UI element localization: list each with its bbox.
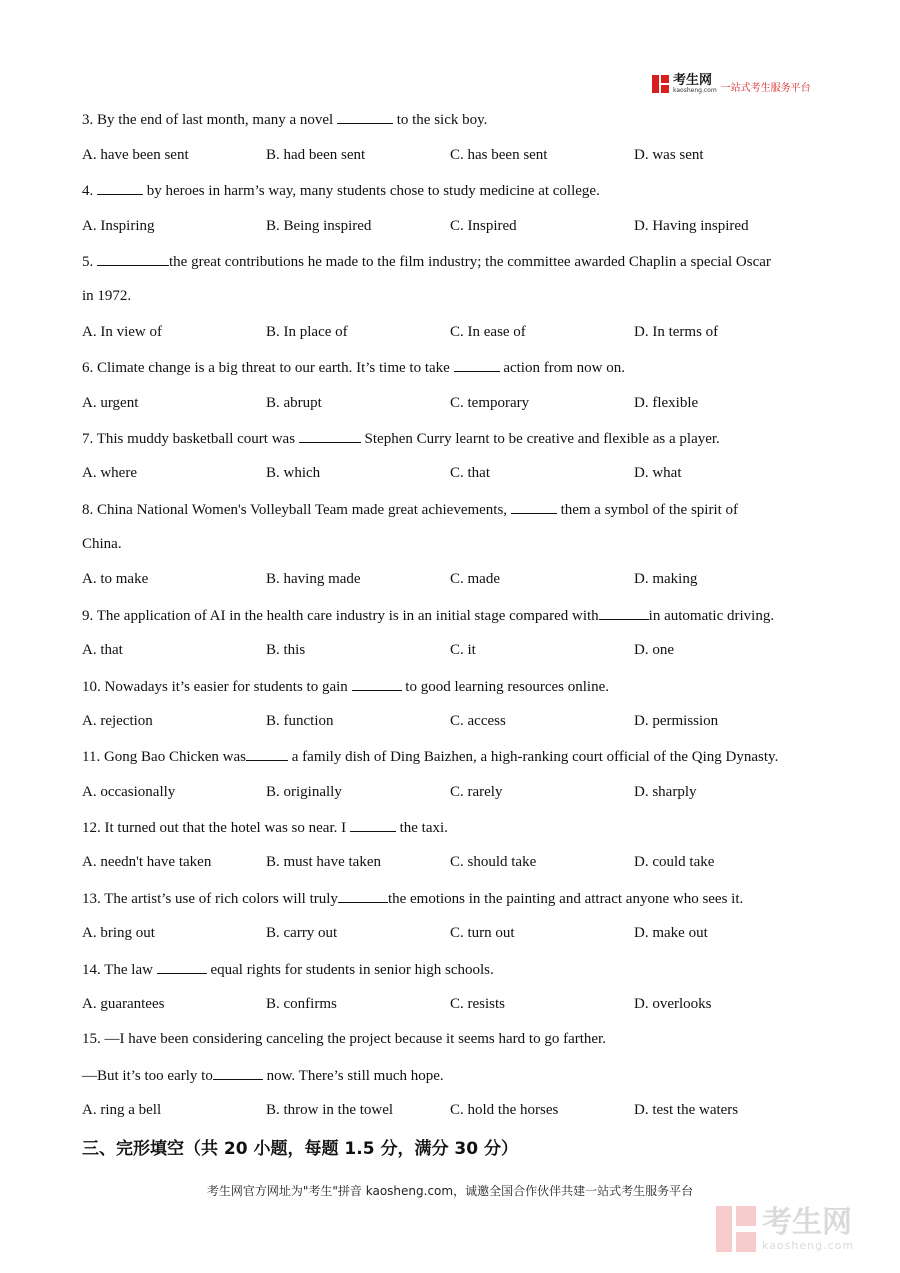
logo-slogan: 一站式考生服务平台 [720,82,811,94]
options-14 [82,994,842,1014]
option-a: A. needn't have taken [82,854,212,870]
options-10 [82,711,842,731]
question-10: 10. Nowadays it’s easier for students to gain to good learning resources online. [82,676,609,697]
question-15: 15. —I have been considering canceling the project because it seems hard to go farther. [82,1031,606,1047]
option-a: A. guarantees [82,996,165,1012]
header-logo [652,73,811,95]
options-4 [82,216,842,236]
option-d: D. making [634,571,698,587]
option-b: B. originally [266,784,342,800]
watermark-logo [716,1206,854,1252]
option-b: B. which [266,465,321,481]
option-d: D. test the waters [634,1102,739,1118]
option-b: B. had been sent [266,147,366,163]
option-c: C. temporary [450,395,530,411]
question-11: 11. Gong Bao Chicken was a family dish of Ding Baizhen, a high-ranking court official of the Qing Dynasty. [82,746,778,767]
question-5-continuation: in 1972. [82,288,132,304]
option-d: D. was sent [634,147,704,163]
option-d: D. permission [634,713,719,729]
logo-name: 考生网 [673,73,713,88]
option-c: C. that [450,465,490,481]
answer-blank [213,1065,263,1080]
watermark-domain: kaosheng.com [762,1238,855,1252]
question-15-reply: —But it’s too early to now. There’s still much hope. [82,1065,444,1086]
answer-blank [246,746,288,761]
kaosheng-watermark-icon [716,1206,756,1252]
page-footer: 考生网官方网址为"考生"拼音 kaosheng.com，诚邀全国合作伙伴共建一站式考生服务平台 [206,1184,694,1198]
question-5: 5. the great contributions he made to the film industry; the committee awarded Chaplin a special Oscar [82,251,771,272]
option-b: B. function [266,713,334,729]
option-a: A. urgent [82,395,139,411]
option-d: D. one [634,642,674,658]
option-c: C. has been sent [450,147,548,163]
question-9: 9. The application of AI in the health care industry is in an initial stage compared with in automatic driving. [82,605,774,626]
option-d: D. could take [634,854,715,870]
answer-blank [352,676,402,691]
question-4: 4. by heroes in harm’s way, many students chose to study medicine at college. [82,180,600,201]
question-8-continuation: China. [82,536,122,552]
option-b: B. Being inspired [266,218,372,234]
question-14: 14. The law equal rights for students in senior high schools. [82,959,494,980]
options-13 [82,923,842,943]
option-c: C. made [450,571,500,587]
logo-domain: kaosheng.com [673,87,717,94]
option-c: C. resists [450,996,506,1012]
options-12 [82,852,842,872]
option-a: A. bring out [82,925,155,941]
option-d: D. what [634,465,682,481]
option-c: C. turn out [450,925,515,941]
option-b: B. In place of [266,324,348,340]
option-b: B. throw in the towel [266,1102,394,1118]
option-d: D. make out [634,925,708,941]
answer-blank [338,888,388,903]
option-a: A. rejection [82,713,153,729]
option-c: C. In ease of [450,324,526,340]
option-b: B. this [266,642,306,658]
options-9 [82,640,842,660]
option-c: C. rarely [450,784,503,800]
question-12: 12. It turned out that the hotel was so near. I the taxi. [82,817,448,838]
option-d: D. overlooks [634,996,712,1012]
question-13: 13. The artist’s use of rich colors will truly the emotions in the painting and attract anyone who sees it. [82,888,743,909]
option-a: A. that [82,642,123,658]
question-8: 8. China National Women's Volleyball Team made great achievements, them a symbol of the spirit of [82,499,738,520]
options-8 [82,569,842,589]
answer-blank [337,109,393,124]
option-d: D. In terms of [634,324,719,340]
option-d: D. sharply [634,784,697,800]
option-a: A. to make [82,571,149,587]
answer-blank [454,357,500,372]
option-a: A. have been sent [82,147,189,163]
answer-blank [97,180,143,195]
option-a: A. Inspiring [82,218,155,234]
section-title: 三、完形填空（共 20 小题，每题 1.5 分，满分 30 分） [82,1139,518,1159]
option-c: C. access [450,713,506,729]
option-b: B. having made [266,571,361,587]
option-d: D. Having inspired [634,218,749,234]
question-6: 6. Climate change is a big threat to our earth. It’s time to take action from now on. [82,357,625,378]
watermark-name: 考生网 [762,1204,852,1240]
option-a: A. where [82,465,137,481]
option-b: B. must have taken [266,854,381,870]
options-11 [82,782,842,802]
option-b: B. confirms [266,996,337,1012]
answer-blank [511,499,557,514]
options-5 [82,322,842,342]
options-3 [82,145,842,165]
option-c: C. Inspired [450,218,517,234]
answer-blank [599,605,649,620]
option-c: C. should take [450,854,537,870]
option-c: C. it [450,642,476,658]
option-a: A. occasionally [82,784,176,800]
answer-blank [299,428,361,443]
question-3: 3. By the end of last month, many a novel to the sick boy. [82,109,487,130]
option-a: A. ring a bell [82,1102,162,1118]
option-c: C. hold the horses [450,1102,559,1118]
option-d: D. flexible [634,395,699,411]
options-6 [82,393,842,413]
kaosheng-logo-icon [652,74,670,94]
option-b: B. abrupt [266,395,322,411]
question-7: 7. This muddy basketball court was Stephen Curry learnt to be creative and flexible as a player. [82,428,720,449]
option-a: A. In view of [82,324,162,340]
option-b: B. carry out [266,925,338,941]
answer-blank [350,817,396,832]
options-7 [82,463,842,483]
options-15 [82,1100,842,1120]
answer-blank [157,959,207,974]
answer-blank [97,251,169,266]
